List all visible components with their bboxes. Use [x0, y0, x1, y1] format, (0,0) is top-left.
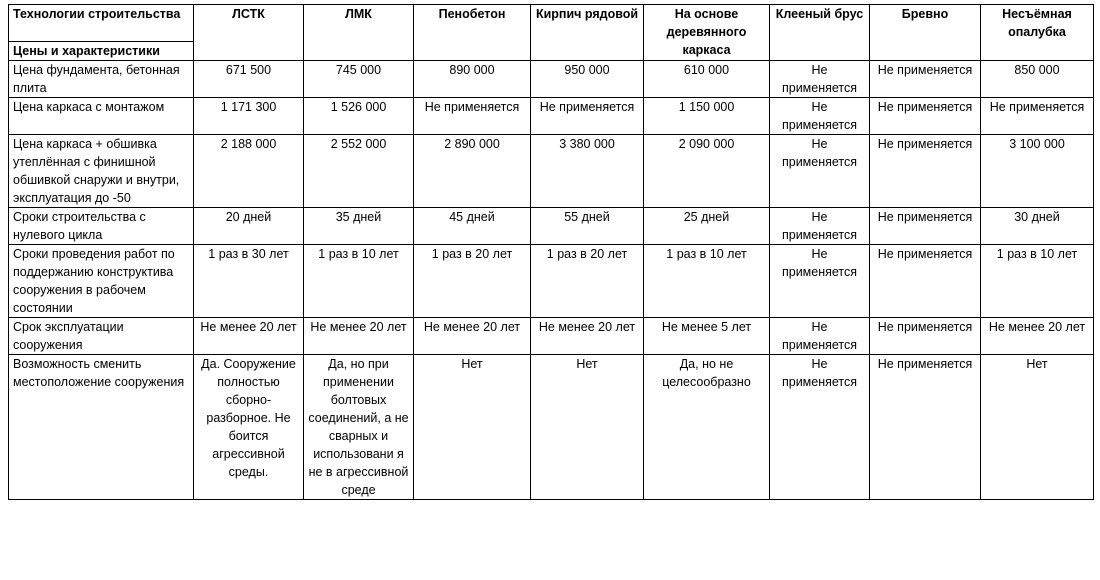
- corner-subtitle: Цены и характеристики: [9, 41, 193, 60]
- table-cell: 2 090 000: [644, 135, 770, 208]
- table-cell: Не применяется: [870, 61, 981, 98]
- table-cell: Не применяется: [870, 98, 981, 135]
- table-cell: Не менее 20 лет: [981, 318, 1094, 355]
- row-label: Возможность сменить местоположение сооружения: [9, 355, 194, 500]
- table-cell: Не менее 20 лет: [414, 318, 531, 355]
- table-cell: 3 380 000: [531, 135, 644, 208]
- table-cell: 890 000: [414, 61, 531, 98]
- table-cell: Не применяется: [414, 98, 531, 135]
- row-label: Сроки проведения работ по поддержанию конструктива сооружения в рабочем состоянии: [9, 245, 194, 318]
- table-cell: 1 171 300: [194, 98, 304, 135]
- table-cell: 2 890 000: [414, 135, 531, 208]
- table-cell: 30 дней: [981, 208, 1094, 245]
- table-cell: Да, но не целесообразно: [644, 355, 770, 500]
- table-cell: Не применяется: [770, 318, 870, 355]
- table-cell: Нет: [414, 355, 531, 500]
- table-cell: 1 раз в 10 лет: [644, 245, 770, 318]
- table-row: [9, 355, 1094, 500]
- column-header: Бревно: [870, 5, 981, 61]
- row-label: Срок эксплуатации сооружения: [9, 318, 194, 355]
- table-cell: 1 раз в 10 лет: [304, 245, 414, 318]
- table-row: [9, 245, 1094, 318]
- table-cell: Не применяется: [770, 355, 870, 500]
- table-row: [9, 98, 1094, 135]
- corner-cell: [9, 5, 194, 61]
- table-cell: 25 дней: [644, 208, 770, 245]
- row-label: Цена каркаса + обшивка утеплённая с финишной обшивкой снаружи и внутри, эксплуатация до -50: [9, 135, 194, 208]
- table-cell: Не применяется: [770, 98, 870, 135]
- table-cell: 35 дней: [304, 208, 414, 245]
- table-body: [9, 5, 1094, 500]
- table-cell: 610 000: [644, 61, 770, 98]
- table-row: [9, 318, 1094, 355]
- table-cell: Не применяется: [770, 135, 870, 208]
- table-row: [9, 61, 1094, 98]
- table-cell: 20 дней: [194, 208, 304, 245]
- table-cell: 1 раз в 20 лет: [414, 245, 531, 318]
- table-cell: Не применяется: [870, 318, 981, 355]
- table-cell: Не применяется: [770, 61, 870, 98]
- table-cell: 1 раз в 30 лет: [194, 245, 304, 318]
- column-header: На основе деревянного каркаса: [644, 5, 770, 61]
- table-cell: Не применяется: [981, 98, 1094, 135]
- table-cell: Не менее 20 лет: [304, 318, 414, 355]
- table-cell: 1 526 000: [304, 98, 414, 135]
- table-cell: 45 дней: [414, 208, 531, 245]
- table-cell: Да. Сооружение полностью сборно-разборное. Не боится агрессивной среды.: [194, 355, 304, 500]
- table-cell: Нет: [531, 355, 644, 500]
- column-header: ЛМК: [304, 5, 414, 61]
- column-header: Несъёмная опалубка: [981, 5, 1094, 61]
- corner-title: Технологии строительства: [13, 7, 181, 21]
- table-row: [9, 135, 1094, 208]
- row-label: Сроки строительства с нулевого цикла: [9, 208, 194, 245]
- table-cell: Не менее 20 лет: [531, 318, 644, 355]
- table-cell: 745 000: [304, 61, 414, 98]
- table-cell: 671 500: [194, 61, 304, 98]
- column-header: Кирпич рядовой: [531, 5, 644, 61]
- comparison-table: [8, 4, 1094, 500]
- column-header: ЛСТК: [194, 5, 304, 61]
- table-cell: 55 дней: [531, 208, 644, 245]
- header-row: [9, 5, 1094, 61]
- column-header: Клееный брус: [770, 5, 870, 61]
- table-row: [9, 208, 1094, 245]
- table-cell: 2 188 000: [194, 135, 304, 208]
- table-cell: 850 000: [981, 61, 1094, 98]
- table-cell: Не применяется: [870, 135, 981, 208]
- table-cell: 3 100 000: [981, 135, 1094, 208]
- table-cell: Не менее 20 лет: [194, 318, 304, 355]
- column-header: Пенобетон: [414, 5, 531, 61]
- table-cell: Не менее 5 лет: [644, 318, 770, 355]
- table-cell: 2 552 000: [304, 135, 414, 208]
- table-cell: Нет: [981, 355, 1094, 500]
- table-cell: Не применяется: [870, 355, 981, 500]
- table-cell: Не применяется: [870, 208, 981, 245]
- table-cell: Не применяется: [870, 245, 981, 318]
- table-cell: 950 000: [531, 61, 644, 98]
- table-cell: Не применяется: [770, 208, 870, 245]
- row-label: Цена каркаса с монтажом: [9, 98, 194, 135]
- table-cell: Да, но при применении болтовых соединений, а не сварных и использовани я не в агрессивной среде: [304, 355, 414, 500]
- table-cell: Не применяется: [770, 245, 870, 318]
- table-cell: 1 150 000: [644, 98, 770, 135]
- table-cell: 1 раз в 10 лет: [981, 245, 1094, 318]
- row-label: Цена фундамента, бетонная плита: [9, 61, 194, 98]
- table-cell: 1 раз в 20 лет: [531, 245, 644, 318]
- table-cell: Не применяется: [531, 98, 644, 135]
